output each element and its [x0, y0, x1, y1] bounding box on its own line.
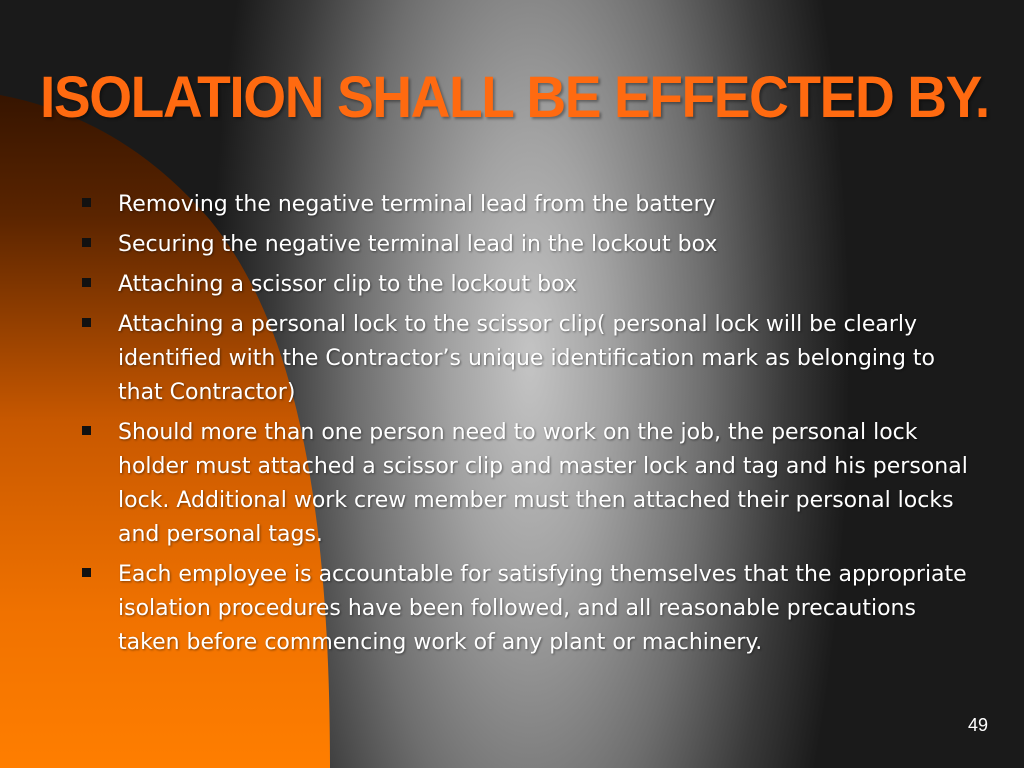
bullet-text: Should more than one person need to work on the job, the personal lock holder must attached a scissor clip and master lock and tag and his personal lock. Additional work crew member must then attached their personal locks and personal tags.: [118, 420, 968, 547]
square-bullet-icon: [82, 278, 91, 287]
square-bullet-icon: [82, 198, 91, 207]
bullet-text: Attaching a scissor clip to the lockout box: [118, 272, 577, 297]
page-number: 49: [967, 715, 988, 735]
bullet-text: Each employee is accountable for satisfying themselves that the appropriate isolation procedures have been followed, and all reasonable precautions taken before commencing work of any plant or machinery.: [118, 562, 967, 655]
slide-title: ISOLATION SHALL BE EFFECTED BY.: [40, 65, 989, 130]
list-item: [80, 416, 980, 552]
square-bullet-icon: [82, 568, 91, 577]
list-item: [80, 558, 980, 660]
square-bullet-icon: [82, 426, 91, 435]
list-item: [80, 308, 980, 410]
bullet-text: Removing the negative terminal lead from the battery: [118, 192, 716, 217]
bullet-text: Attaching a personal lock to the scissor clip( personal lock will be clearly identified with the Contractor’s unique identification mark as belonging to that Contractor): [118, 312, 936, 405]
bullet-list: [80, 188, 980, 666]
square-bullet-icon: [82, 318, 91, 327]
list-item: [80, 228, 980, 262]
list-item: [80, 188, 980, 222]
square-bullet-icon: [82, 238, 91, 247]
bullet-text: Securing the negative terminal lead in the lockout box: [118, 232, 718, 257]
list-item: [80, 268, 980, 302]
